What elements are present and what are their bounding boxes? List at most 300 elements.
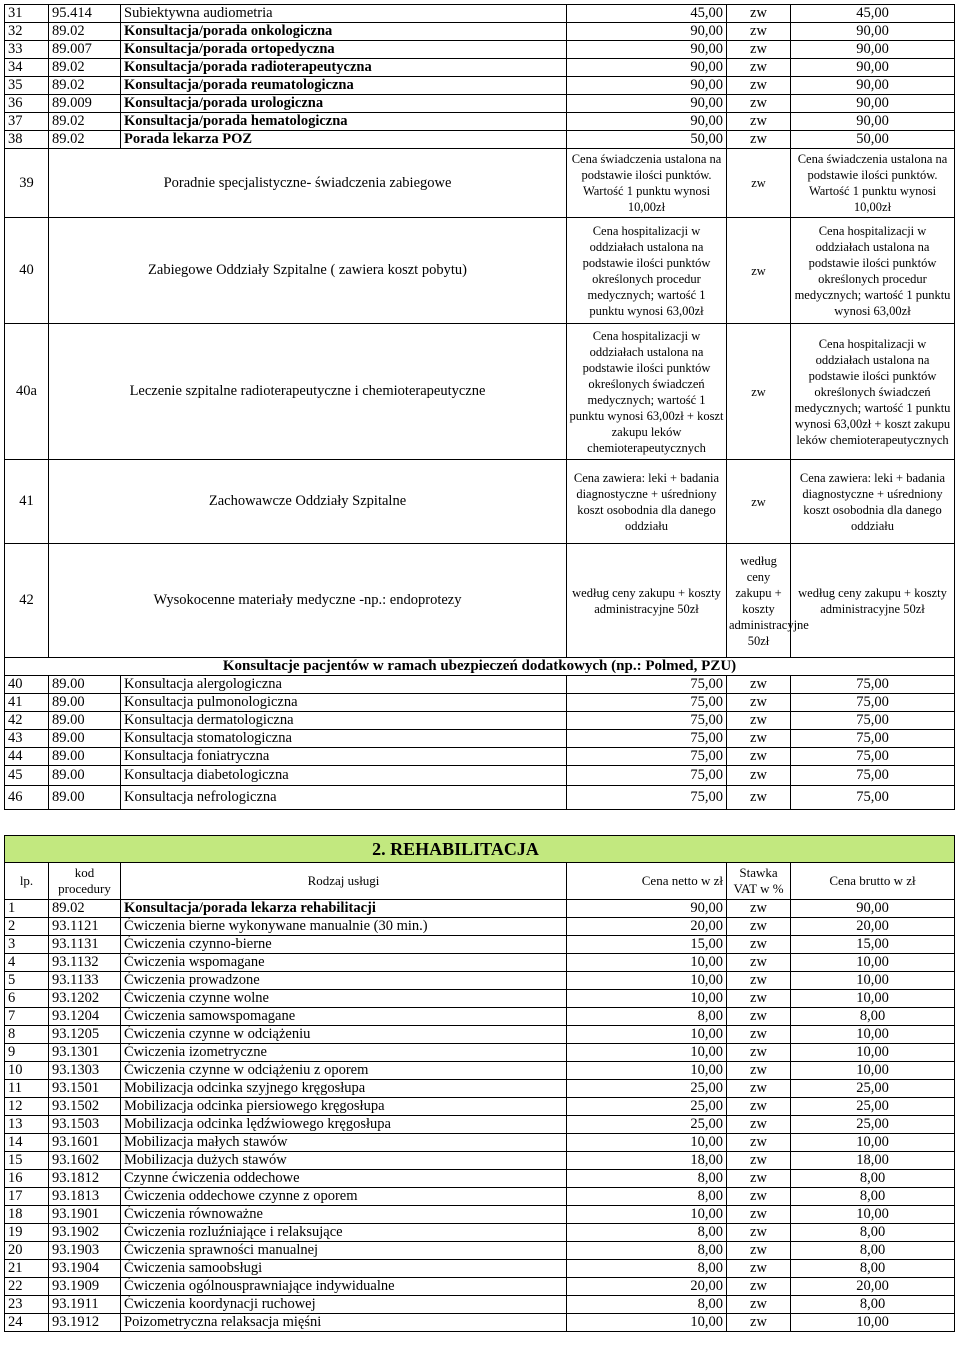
row-net-price: 90,00: [567, 95, 727, 113]
table-row: [5, 1242, 955, 1260]
row-lp: 18: [5, 1206, 49, 1224]
table-row: [5, 1026, 955, 1044]
row-gross-price: 10,00: [791, 1044, 955, 1062]
table-row: [5, 748, 955, 766]
row-service-name: Konsultacja/porada radioterapeutyczna: [121, 59, 567, 77]
row-service-name: Poizometryczna relaksacja mięśni: [121, 1314, 567, 1332]
table-row: [5, 131, 955, 149]
row-code: 93.1301: [49, 1044, 121, 1062]
row-vat: zw: [727, 918, 791, 936]
row-lp: 8: [5, 1026, 49, 1044]
row-net-price: 8,00: [567, 1296, 727, 1314]
row-gross-price: 90,00: [791, 113, 955, 131]
row-code: 89.00: [49, 766, 121, 786]
row-gross-price: Cena hospitalizacji w oddziałach ustalona na podstawie ilości punktów określonych procedur medycznych; wartość 1 punktu wynosi 63,00zł: [791, 218, 955, 324]
special-row: [5, 324, 955, 460]
row-service-name: Czynne ćwiczenia oddechowe: [121, 1170, 567, 1188]
row-service-name: Poradnie specjalistyczne- świadczenia zabiegowe: [49, 149, 567, 218]
row-gross-price: 75,00: [791, 748, 955, 766]
row-service-name: Konsultacja stomatologiczna: [121, 730, 567, 748]
row-vat: zw: [727, 77, 791, 95]
table-row: [5, 95, 955, 113]
row-lp: 9: [5, 1044, 49, 1062]
header-gross: Cena brutto w zł: [791, 863, 955, 900]
row-service-name: Wysokocenne materiały medyczne -np.: endoprotezy: [49, 544, 567, 658]
row-vat: zw: [727, 5, 791, 23]
row-service-name: Konsultacja pulmonologiczna: [121, 694, 567, 712]
row-gross-price: 20,00: [791, 918, 955, 936]
row-code: 93.1903: [49, 1242, 121, 1260]
row-code: 93.1501: [49, 1080, 121, 1098]
row-code: 93.1902: [49, 1224, 121, 1242]
row-code: 89.00: [49, 712, 121, 730]
row-gross-price: według ceny zakupu + koszty administracyjne 50zł: [791, 544, 955, 658]
row-code: 93.1911: [49, 1296, 121, 1314]
row-vat: zw: [727, 149, 791, 218]
row-service-name: Konsultacja/porada ortopedyczna: [121, 41, 567, 59]
row-vat: zw: [727, 766, 791, 786]
row-gross-price: 8,00: [791, 1008, 955, 1026]
row-gross-price: 75,00: [791, 730, 955, 748]
row-code: 93.1909: [49, 1278, 121, 1296]
table-row: [5, 1098, 955, 1116]
table-row: [5, 1278, 955, 1296]
row-net-price: 75,00: [567, 676, 727, 694]
row-vat: zw: [727, 936, 791, 954]
table-row: [5, 900, 955, 918]
row-vat: zw: [727, 23, 791, 41]
row-code: 89.00: [49, 694, 121, 712]
row-service-name: Subiektywna audiometria: [121, 5, 567, 23]
table-row: [5, 766, 955, 786]
row-lp: 6: [5, 990, 49, 1008]
row-service-name: Ćwiczenia samowspomagane: [121, 1008, 567, 1026]
row-code: 93.1204: [49, 1008, 121, 1026]
table-row: [5, 1116, 955, 1134]
row-gross-price: 18,00: [791, 1152, 955, 1170]
row-vat: zw: [727, 218, 791, 324]
row-code: 93.1131: [49, 936, 121, 954]
row-lp: 36: [5, 95, 49, 113]
table-row: [5, 936, 955, 954]
row-lp: 3: [5, 936, 49, 954]
row-service-name: Ćwiczenia czynne wolne: [121, 990, 567, 1008]
row-lp: 33: [5, 41, 49, 59]
row-net-price: 8,00: [567, 1170, 727, 1188]
table-row: [5, 954, 955, 972]
row-gross-price: 8,00: [791, 1260, 955, 1278]
row-service-name: Konsultacja/porada hematologiczna: [121, 113, 567, 131]
table-row: [5, 694, 955, 712]
header-kod: kod procedury: [49, 863, 121, 900]
row-code: 93.1901: [49, 1206, 121, 1224]
row-net-price: 25,00: [567, 1098, 727, 1116]
row-lp: 10: [5, 1062, 49, 1080]
row-code: 93.1812: [49, 1170, 121, 1188]
insurance-consultations: [5, 676, 955, 810]
row-lp: 32: [5, 23, 49, 41]
row-service-name: Ćwiczenia równoważne: [121, 1206, 567, 1224]
table-row: [5, 1224, 955, 1242]
row-code: 93.1601: [49, 1134, 121, 1152]
row-code: 89.02: [49, 59, 121, 77]
row-gross-price: 10,00: [791, 1134, 955, 1152]
row-gross-price: Cena hospitalizacji w oddziałach ustalona na podstawie ilości punktów określonych świadczeń medycznych; wartość 1 punktu wynosi 63,00zł + koszt zakupu leków chemioterapeutycznych: [791, 324, 955, 460]
row-code: 89.00: [49, 730, 121, 748]
row-vat: zw: [727, 59, 791, 77]
row-service-name: Mobilizacja małych stawów: [121, 1134, 567, 1152]
insurance-section: [5, 658, 955, 676]
table-row: [5, 77, 955, 95]
row-gross-price: 10,00: [791, 1314, 955, 1332]
row-service-name: Konsultacja diabetologiczna: [121, 766, 567, 786]
row-net-price: 8,00: [567, 1260, 727, 1278]
row-gross-price: 10,00: [791, 990, 955, 1008]
row-service-name: Ćwiczenia koordynacji ruchowej: [121, 1296, 567, 1314]
row-lp: 41: [5, 460, 49, 544]
row-net-price: Cena hospitalizacji w oddziałach ustalona na podstawie ilości punktów określonych świadczeń medycznych; wartość 1 punktu wynosi 63,00zł + koszt zakupu leków chemioterapeutycznych: [567, 324, 727, 460]
row-gross-price: 90,00: [791, 59, 955, 77]
row-lp: 40: [5, 676, 49, 694]
row-net-price: 10,00: [567, 990, 727, 1008]
row-vat: zw: [727, 954, 791, 972]
row-gross-price: Cena świadczenia ustalona na podstawie ilości punktów. Wartość 1 punktu wynosi 10,00zł: [791, 149, 955, 218]
row-net-price: 10,00: [567, 1206, 727, 1224]
row-vat: zw: [727, 712, 791, 730]
price-list-sheet: [4, 4, 954, 1332]
row-service-name: Konsultacja alergologiczna: [121, 676, 567, 694]
row-code: 93.1121: [49, 918, 121, 936]
row-code: 89.00: [49, 676, 121, 694]
row-vat: zw: [727, 324, 791, 460]
row-lp: 34: [5, 59, 49, 77]
row-vat: zw: [727, 1080, 791, 1098]
row-gross-price: 10,00: [791, 972, 955, 990]
row-net-price: 90,00: [567, 77, 727, 95]
row-net-price: 10,00: [567, 972, 727, 990]
table-row: [5, 1062, 955, 1080]
row-lp: 41: [5, 694, 49, 712]
row-service-name: Ćwiczenia bierne wykonywane manualnie (30 min.): [121, 918, 567, 936]
row-service-name: Zabiegowe Oddziały Szpitalne ( zawiera koszt pobytu): [49, 218, 567, 324]
row-vat: zw: [727, 1170, 791, 1188]
row-gross-price: 8,00: [791, 1170, 955, 1188]
row-net-price: 90,00: [567, 113, 727, 131]
row-lp: 1: [5, 900, 49, 918]
row-code: 89.02: [49, 23, 121, 41]
row-service-name: Ćwiczenia czynne w odciążeniu: [121, 1026, 567, 1044]
row-net-price: 10,00: [567, 1314, 727, 1332]
row-vat: zw: [727, 1206, 791, 1224]
table-row: [5, 1188, 955, 1206]
table-row: [5, 918, 955, 936]
row-net-price: 75,00: [567, 786, 727, 810]
row-lp: 15: [5, 1152, 49, 1170]
row-lp: 2: [5, 918, 49, 936]
row-gross-price: 75,00: [791, 766, 955, 786]
row-gross-price: 75,00: [791, 712, 955, 730]
row-net-price: 90,00: [567, 41, 727, 59]
row-lp: 21: [5, 1260, 49, 1278]
row-net-price: 75,00: [567, 694, 727, 712]
row-vat: zw: [727, 1260, 791, 1278]
row-net-price: 10,00: [567, 1134, 727, 1152]
row-service-name: Zachowawcze Oddziały Szpitalne: [49, 460, 567, 544]
row-lp: 24: [5, 1314, 49, 1332]
row-service-name: Konsultacja foniatryczna: [121, 748, 567, 766]
row-gross-price: 90,00: [791, 23, 955, 41]
row-net-price: 10,00: [567, 1044, 727, 1062]
row-net-price: Cena hospitalizacji w oddziałach ustalona na podstawie ilości punktów określonych procedur medycznych; wartość 1 punktu wynosi 63,00zł: [567, 218, 727, 324]
row-lp: 46: [5, 786, 49, 810]
row-service-name: Ćwiczenia izometryczne: [121, 1044, 567, 1062]
row-lp: 7: [5, 1008, 49, 1026]
row-net-price: 20,00: [567, 918, 727, 936]
row-lp: 39: [5, 149, 49, 218]
row-code: 93.1303: [49, 1062, 121, 1080]
table-row: [5, 1314, 955, 1332]
row-vat: zw: [727, 972, 791, 990]
row-service-name: Ćwiczenia rozluźniające i relaksujące: [121, 1224, 567, 1242]
row-net-price: 18,00: [567, 1152, 727, 1170]
row-service-name: Ćwiczenia samoobsługi: [121, 1260, 567, 1278]
table-row: [5, 676, 955, 694]
row-code: 89.02: [49, 131, 121, 149]
row-net-price: 10,00: [567, 954, 727, 972]
table-row: [5, 1260, 955, 1278]
special-row: [5, 460, 955, 544]
row-gross-price: 90,00: [791, 77, 955, 95]
table-row: [5, 1080, 955, 1098]
row-vat: zw: [727, 1296, 791, 1314]
row-code: 89.02: [49, 900, 121, 918]
row-vat: zw: [727, 1188, 791, 1206]
row-net-price: 25,00: [567, 1116, 727, 1134]
row-code: 89.00: [49, 748, 121, 766]
row-code: 93.1602: [49, 1152, 121, 1170]
table-row: [5, 786, 955, 810]
row-service-name: Konsultacja/porada onkologiczna: [121, 23, 567, 41]
row-net-price: 75,00: [567, 748, 727, 766]
row-gross-price: 90,00: [791, 95, 955, 113]
row-vat: według ceny zakupu + koszty administracyjne 50zł: [727, 544, 791, 658]
insurance-section-title: Konsultacje pacjentów w ramach ubezpieczeń dodatkowych (np.: Polmed, PZU): [5, 658, 955, 676]
row-vat: zw: [727, 131, 791, 149]
row-net-price: 45,00: [567, 5, 727, 23]
row-lp: 38: [5, 131, 49, 149]
row-net-price: 75,00: [567, 712, 727, 730]
row-lp: 22: [5, 1278, 49, 1296]
row-vat: zw: [727, 1062, 791, 1080]
row-vat: zw: [727, 41, 791, 59]
row-gross-price: 8,00: [791, 1242, 955, 1260]
row-lp: 11: [5, 1080, 49, 1098]
row-gross-price: 75,00: [791, 694, 955, 712]
row-lp: 14: [5, 1134, 49, 1152]
row-gross-price: 8,00: [791, 1296, 955, 1314]
row-net-price: Cena świadczenia ustalona na podstawie ilości punktów. Wartość 1 punktu wynosi 10,00zł: [567, 149, 727, 218]
row-net-price: 15,00: [567, 936, 727, 954]
row-service-name: Ćwiczenia ogólnousprawniające indywidualne: [121, 1278, 567, 1296]
row-vat: zw: [727, 1242, 791, 1260]
table-row: [5, 1170, 955, 1188]
row-service-name: Konsultacja/porada urologiczna: [121, 95, 567, 113]
row-vat: zw: [727, 1098, 791, 1116]
row-gross-price: 25,00: [791, 1080, 955, 1098]
row-vat: zw: [727, 900, 791, 918]
table-row: [5, 712, 955, 730]
row-net-price: 75,00: [567, 730, 727, 748]
row-gross-price: 8,00: [791, 1188, 955, 1206]
table-row: [5, 1206, 955, 1224]
row-vat: zw: [727, 1044, 791, 1062]
row-lp: 4: [5, 954, 49, 972]
row-lp: 43: [5, 730, 49, 748]
row-service-name: Ćwiczenia czynno-bierne: [121, 936, 567, 954]
row-gross-price: 10,00: [791, 1206, 955, 1224]
row-gross-price: 90,00: [791, 900, 955, 918]
row-vat: zw: [727, 990, 791, 1008]
row-gross-price: 90,00: [791, 41, 955, 59]
row-net-price: 50,00: [567, 131, 727, 149]
row-code: 93.1813: [49, 1188, 121, 1206]
row-service-name: Konsultacja/porada lekarza rehabilitacji: [121, 900, 567, 918]
rehab-section-title: 2. REHABILITACJA: [121, 836, 791, 863]
row-gross-price: 45,00: [791, 5, 955, 23]
table-row: [5, 113, 955, 131]
row-lp: 16: [5, 1170, 49, 1188]
row-service-name: Ćwiczenia sprawności manualnej: [121, 1242, 567, 1260]
price-table: [4, 4, 955, 1332]
special-row: [5, 149, 955, 218]
row-net-price: 90,00: [567, 59, 727, 77]
row-service-name: Ćwiczenia czynne w odciążeniu z oporem: [121, 1062, 567, 1080]
row-gross-price: 20,00: [791, 1278, 955, 1296]
row-gross-price: 75,00: [791, 786, 955, 810]
row-code: 93.1202: [49, 990, 121, 1008]
special-row: [5, 218, 955, 324]
row-service-name: Konsultacja/porada reumatologiczna: [121, 77, 567, 95]
consultations-top: [5, 5, 955, 149]
row-net-price: 8,00: [567, 1188, 727, 1206]
table-row: [5, 1152, 955, 1170]
row-gross-price: 50,00: [791, 131, 955, 149]
row-service-name: Ćwiczenia oddechowe czynne z oporem: [121, 1188, 567, 1206]
table-row: [5, 1134, 955, 1152]
row-net-price: 20,00: [567, 1278, 727, 1296]
row-service-name: Konsultacja dermatologiczna: [121, 712, 567, 730]
row-vat: zw: [727, 748, 791, 766]
row-net-price: według ceny zakupu + koszty administracyjne 50zł: [567, 544, 727, 658]
row-net-price: 25,00: [567, 1080, 727, 1098]
row-code: 89.02: [49, 113, 121, 131]
row-vat: zw: [727, 460, 791, 544]
special-services: [5, 149, 955, 658]
row-vat: zw: [727, 730, 791, 748]
row-vat: zw: [727, 95, 791, 113]
table-row: [5, 972, 955, 990]
row-lp: 5: [5, 972, 49, 990]
row-code: 89.00: [49, 786, 121, 810]
row-net-price: 90,00: [567, 900, 727, 918]
row-gross-price: 8,00: [791, 1224, 955, 1242]
row-vat: zw: [727, 113, 791, 131]
row-lp: 45: [5, 766, 49, 786]
rehab-header-row: [5, 863, 955, 900]
table-row: [5, 730, 955, 748]
row-code: 89.02: [49, 77, 121, 95]
row-code: 93.1503: [49, 1116, 121, 1134]
row-lp: 12: [5, 1098, 49, 1116]
row-service-name: Mobilizacja odcinka piersiowego kręgosłupa: [121, 1098, 567, 1116]
row-vat: zw: [727, 1152, 791, 1170]
header-vat: Stawka VAT w %: [727, 863, 791, 900]
row-net-price: 10,00: [567, 1026, 727, 1044]
table-row: [5, 1008, 955, 1026]
row-net-price: 90,00: [567, 23, 727, 41]
row-vat: zw: [727, 694, 791, 712]
row-net-price: 8,00: [567, 1008, 727, 1026]
row-vat: zw: [727, 1116, 791, 1134]
row-lp: 42: [5, 712, 49, 730]
row-service-name: Ćwiczenia prowadzone: [121, 972, 567, 990]
row-net-price: Cena zawiera: leki + badania diagnostyczne + uśredniony koszt osobodnia dla danego oddziału: [567, 460, 727, 544]
table-row: [5, 990, 955, 1008]
row-lp: 13: [5, 1116, 49, 1134]
row-gross-price: 10,00: [791, 1062, 955, 1080]
row-code: 93.1502: [49, 1098, 121, 1116]
row-code: 93.1912: [49, 1314, 121, 1332]
row-vat: zw: [727, 1278, 791, 1296]
row-lp: 19: [5, 1224, 49, 1242]
row-vat: zw: [727, 1224, 791, 1242]
row-lp: 17: [5, 1188, 49, 1206]
row-service-name: Konsultacja nefrologiczna: [121, 786, 567, 810]
row-code: 93.1904: [49, 1260, 121, 1278]
row-code: 89.009: [49, 95, 121, 113]
row-gross-price: 25,00: [791, 1098, 955, 1116]
row-lp: 44: [5, 748, 49, 766]
row-gross-price: 10,00: [791, 1026, 955, 1044]
row-code: 93.1132: [49, 954, 121, 972]
row-code: 93.1133: [49, 972, 121, 990]
row-vat: zw: [727, 676, 791, 694]
row-service-name: Mobilizacja odcinka szyjnego kręgosłupa: [121, 1080, 567, 1098]
row-net-price: 8,00: [567, 1224, 727, 1242]
table-row: [5, 1044, 955, 1062]
row-lp: 37: [5, 113, 49, 131]
row-lp: 31: [5, 5, 49, 23]
row-net-price: 75,00: [567, 766, 727, 786]
row-lp: 42: [5, 544, 49, 658]
table-row: [5, 1296, 955, 1314]
row-vat: zw: [727, 786, 791, 810]
row-lp: 35: [5, 77, 49, 95]
row-gross-price: 75,00: [791, 676, 955, 694]
table-row: [5, 59, 955, 77]
row-gross-price: 10,00: [791, 954, 955, 972]
row-net-price: 8,00: [567, 1242, 727, 1260]
row-gross-price: 15,00: [791, 936, 955, 954]
row-code: 93.1205: [49, 1026, 121, 1044]
row-vat: zw: [727, 1026, 791, 1044]
row-service-name: Mobilizacja dużych stawów: [121, 1152, 567, 1170]
row-lp: 40: [5, 218, 49, 324]
row-net-price: 10,00: [567, 1062, 727, 1080]
rehab-section: [5, 810, 955, 900]
header-net: Cena netto w zł: [567, 863, 727, 900]
table-row: [5, 41, 955, 59]
